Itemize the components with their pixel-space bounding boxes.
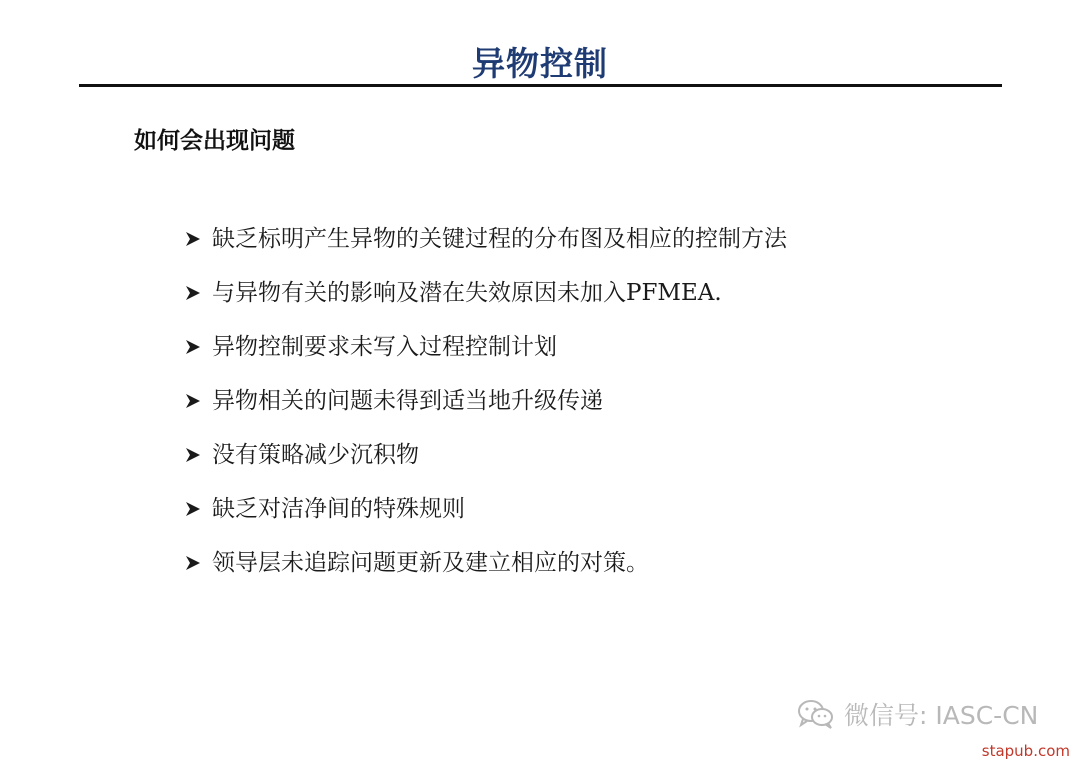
bullet-item [184,266,787,320]
arrowhead-bullet-icon [184,338,202,356]
title-divider [79,84,1002,87]
arrowhead-bullet-icon [184,284,202,302]
bullet-text: 异物控制要求未写入过程控制计划 [212,334,557,360]
arrowhead-bullet-icon [184,392,202,410]
arrowhead-bullet-icon [184,446,202,464]
bullet-item [184,374,787,428]
bullet-text: 异物相关的问题未得到适当地升级传递 [212,388,603,414]
bullet-item [184,536,787,590]
bullet-text: 与异物有关的影响及潜在失效原因未加入PFMEA. [212,280,722,306]
bullet-text: 领导层未追踪问题更新及建立相应的对策。 [212,550,649,576]
bullet-item [184,428,787,482]
arrowhead-bullet-icon [184,230,202,248]
site-watermark: stapub.com [981,742,1070,760]
bullet-text: 缺乏对洁净间的特殊规则 [212,496,465,522]
arrowhead-bullet-icon [184,500,202,518]
watermark-text: 微信号: IASC-CN [844,701,1039,730]
section-heading: 如何会出现问题 [134,128,295,154]
bullet-text: 没有策略减少沉积物 [212,442,419,468]
bullet-text: 缺乏标明产生异物的关键过程的分布图及相应的控制方法 [212,226,787,252]
arrowhead-bullet-icon [184,554,202,572]
wechat-icon [796,698,836,730]
slide-title: 异物控制 [472,44,608,83]
bullet-list [184,212,787,590]
wechat-watermark [796,696,1038,732]
bullet-item [184,212,787,266]
bullet-item [184,320,787,374]
bullet-item [184,482,787,536]
